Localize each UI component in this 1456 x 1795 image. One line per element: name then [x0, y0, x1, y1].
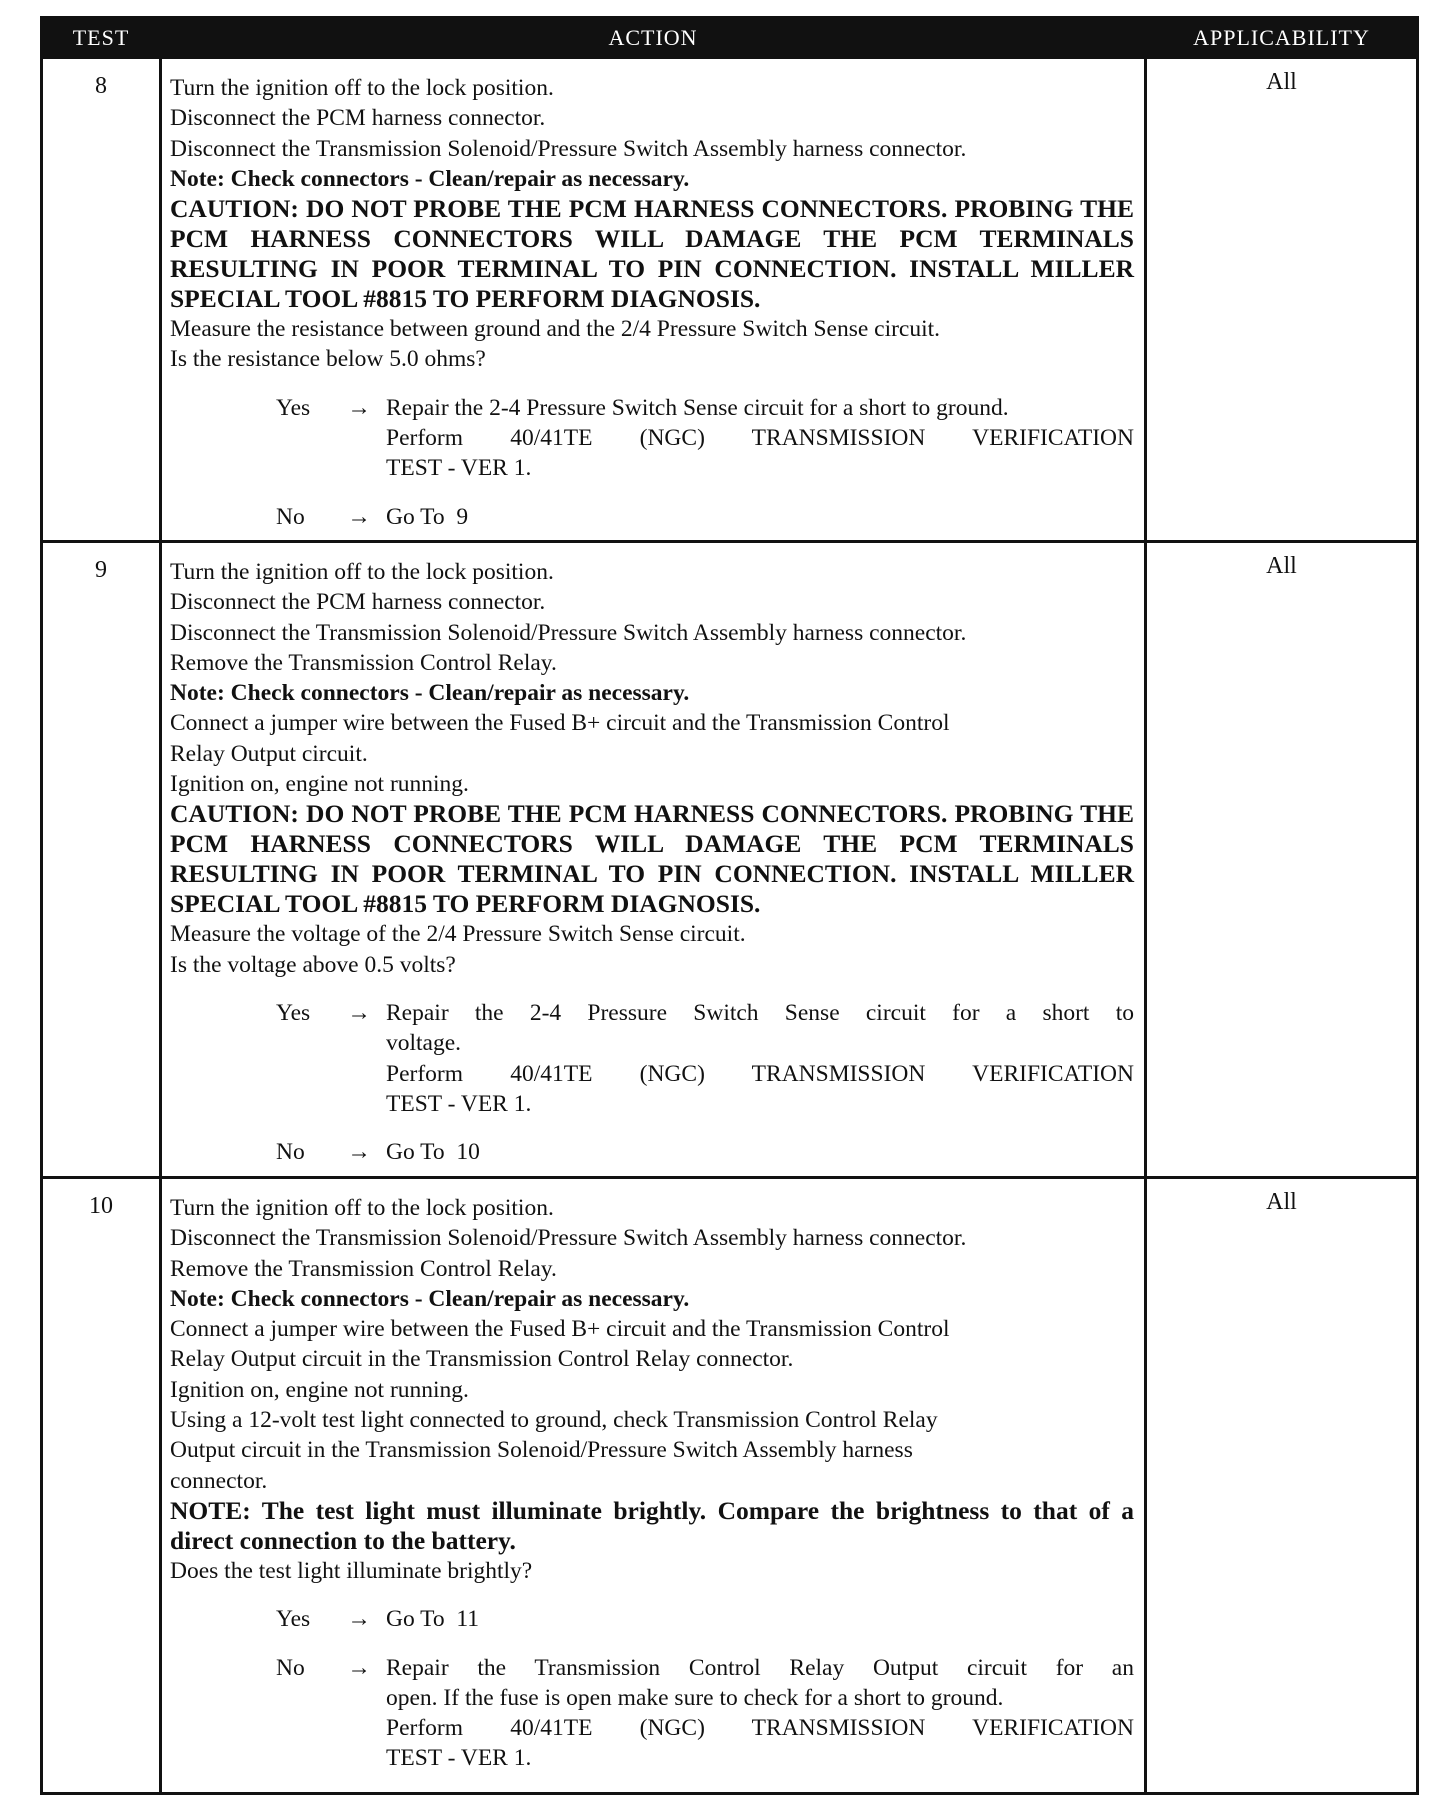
outcome-line: Repair the Transmission Control Relay Output circuit for an — [386, 1654, 1134, 1681]
outcome-line: Go To 11 — [386, 1606, 480, 1633]
outcome-label: Yes — [276, 1606, 311, 1633]
outcome-line: Repair the 2-4 Pressure Switch Sense circuit for a short to — [386, 999, 1134, 1026]
table-row — [42, 1178, 1418, 1794]
outcome-line: Perform 40/41TE (NGC) TRANSMISSION VERIFICATION — [386, 425, 1134, 452]
arrow-right-icon: → — [347, 999, 371, 1026]
test-number: 8 — [42, 58, 161, 542]
diagnostic-test-table — [40, 16, 1419, 1795]
outcome-line: Go To 10 — [386, 1139, 480, 1166]
outcome-no — [170, 502, 1134, 532]
outcome-list — [170, 998, 1134, 1167]
action-line: Connect a jumper wire between the Fused B+ circuit and the Transmission Control — [170, 1316, 950, 1343]
applicability-cell: All — [1146, 542, 1418, 1178]
outcome-text — [386, 1653, 1134, 1774]
outcome-yes — [170, 1604, 1134, 1634]
outcome-text — [386, 502, 1134, 532]
outcome-line: Go To 9 — [386, 503, 469, 530]
action-line: Turn the ignition off to the lock position. — [170, 559, 554, 585]
header-applicability: APPLICABILITY — [1146, 18, 1418, 58]
outcome-line: Perform 40/41TE (NGC) TRANSMISSION VERIFICATION — [386, 1060, 1134, 1087]
outcome-line: TEST - VER 1. — [386, 455, 532, 482]
action-line: Relay Output circuit in the Transmission Control Relay connector. — [170, 1346, 794, 1373]
table-row — [42, 58, 1418, 542]
outcome-text — [386, 1604, 1134, 1634]
action-cell — [161, 542, 1146, 1178]
outcome-yes — [170, 998, 1134, 1119]
action-line: Is the voltage above 0.5 volts? — [170, 951, 456, 978]
action-line: Remove the Transmission Control Relay. — [170, 649, 557, 676]
arrow-right-icon: → — [347, 1139, 371, 1166]
outcome-line: Repair the 2-4 Pressure Switch Sense circuit for a short to ground. — [386, 394, 1009, 421]
action-line: Connect a jumper wire between the Fused B+ circuit and the Transmission Control — [170, 710, 950, 737]
action-line: Relay Output circuit. — [170, 740, 368, 767]
outcome-label: No — [276, 1139, 305, 1166]
outcome-list — [170, 1604, 1134, 1773]
outcome-label: No — [276, 503, 305, 530]
applicability-cell: All — [1146, 1178, 1418, 1794]
action-cell — [161, 1178, 1146, 1794]
outcome-label: Yes — [276, 999, 311, 1026]
action-cell — [161, 58, 1146, 542]
action-line: Disconnect the Transmission Solenoid/Pressure Switch Assembly harness connector. — [170, 135, 967, 162]
outcome-label: Yes — [276, 394, 311, 421]
header-action: ACTION — [161, 18, 1146, 58]
action-line: Disconnect the Transmission Solenoid/Pressure Switch Assembly harness connector. — [170, 619, 967, 646]
outcome-text — [386, 1137, 1134, 1167]
note-line: Note: Check connectors - Clean/repair as necessary. — [170, 680, 690, 707]
action-line: Turn the ignition off to the lock position. — [170, 75, 554, 101]
note-line: Note: Check connectors - Clean/repair as necessary. — [170, 1285, 690, 1312]
arrow-right-icon: → — [347, 394, 371, 421]
action-line: Disconnect the PCM harness connector. — [170, 105, 546, 132]
outcome-text — [386, 998, 1134, 1119]
arrow-right-icon: → — [347, 503, 371, 530]
outcome-text — [386, 393, 1134, 484]
outcome-list — [170, 393, 1134, 532]
test-number: 9 — [42, 542, 161, 1178]
table-row — [42, 542, 1418, 1178]
note-line: Note: Check connectors - Clean/repair as necessary. — [170, 165, 690, 192]
action-line: Does the test light illuminate brightly? — [170, 1557, 533, 1584]
caution-text: CAUTION: DO NOT PROBE THE PCM HARNESS CONNECTORS. PROBING THE PCM HARNESS CONNECTORS WILL DAMAGE THE PCM TERMINALS RESULTING IN POOR TERMINAL TO PIN CONNECTION. INSTALL MILLER SPECIAL TOOL #8815 TO PERFORM DIAGNOSIS. — [170, 194, 1134, 314]
arrow-right-icon: → — [347, 1654, 371, 1681]
outcome-no — [170, 1137, 1134, 1167]
outcome-yes — [170, 393, 1134, 484]
applicability-cell: All — [1146, 58, 1418, 542]
action-line: Output circuit in the Transmission Solenoid/Pressure Switch Assembly harness — [170, 1437, 913, 1464]
action-line: Ignition on, engine not running. — [170, 1376, 469, 1403]
note-text: NOTE: The test light must illuminate brightly. Compare the brightness to that of a direct connection to the battery. — [170, 1495, 1134, 1555]
action-line: Turn the ignition off to the lock position. — [170, 1195, 554, 1221]
action-line: Remove the Transmission Control Relay. — [170, 1255, 557, 1282]
outcome-line: TEST - VER 1. — [386, 1090, 532, 1117]
arrow-right-icon: → — [347, 1606, 371, 1633]
outcome-line: open. If the fuse is open make sure to check for a short to ground. — [386, 1684, 1004, 1711]
test-number: 10 — [42, 1178, 161, 1794]
caution-text: CAUTION: DO NOT PROBE THE PCM HARNESS CONNECTORS. PROBING THE PCM HARNESS CONNECTORS WILL DAMAGE THE PCM TERMINALS RESULTING IN POOR TERMINAL TO PIN CONNECTION. INSTALL MILLER SPECIAL TOOL #8815 TO PERFORM DIAGNOSIS. — [170, 799, 1134, 919]
action-line: Ignition on, engine not running. — [170, 771, 469, 798]
action-line: Measure the voltage of the 2/4 Pressure Switch Sense circuit. — [170, 921, 746, 948]
action-line: Disconnect the Transmission Solenoid/Pressure Switch Assembly harness connector. — [170, 1225, 967, 1252]
action-line: connector. — [170, 1467, 268, 1494]
outcome-line: TEST - VER 1. — [386, 1745, 532, 1772]
action-line: Measure the resistance between ground and the 2/4 Pressure Switch Sense circuit. — [170, 316, 941, 343]
header-test: TEST — [42, 18, 161, 58]
action-line: Is the resistance below 5.0 ohms? — [170, 346, 486, 373]
outcome-no — [170, 1653, 1134, 1774]
action-line: Using a 12-volt test light connected to ground, check Transmission Control Relay — [170, 1407, 938, 1434]
table-header-row — [42, 18, 1418, 58]
outcome-label: No — [276, 1654, 305, 1681]
outcome-line: Perform 40/41TE (NGC) TRANSMISSION VERIFICATION — [386, 1715, 1134, 1742]
outcome-line: voltage. — [386, 1030, 462, 1057]
action-line: Disconnect the PCM harness connector. — [170, 589, 546, 616]
